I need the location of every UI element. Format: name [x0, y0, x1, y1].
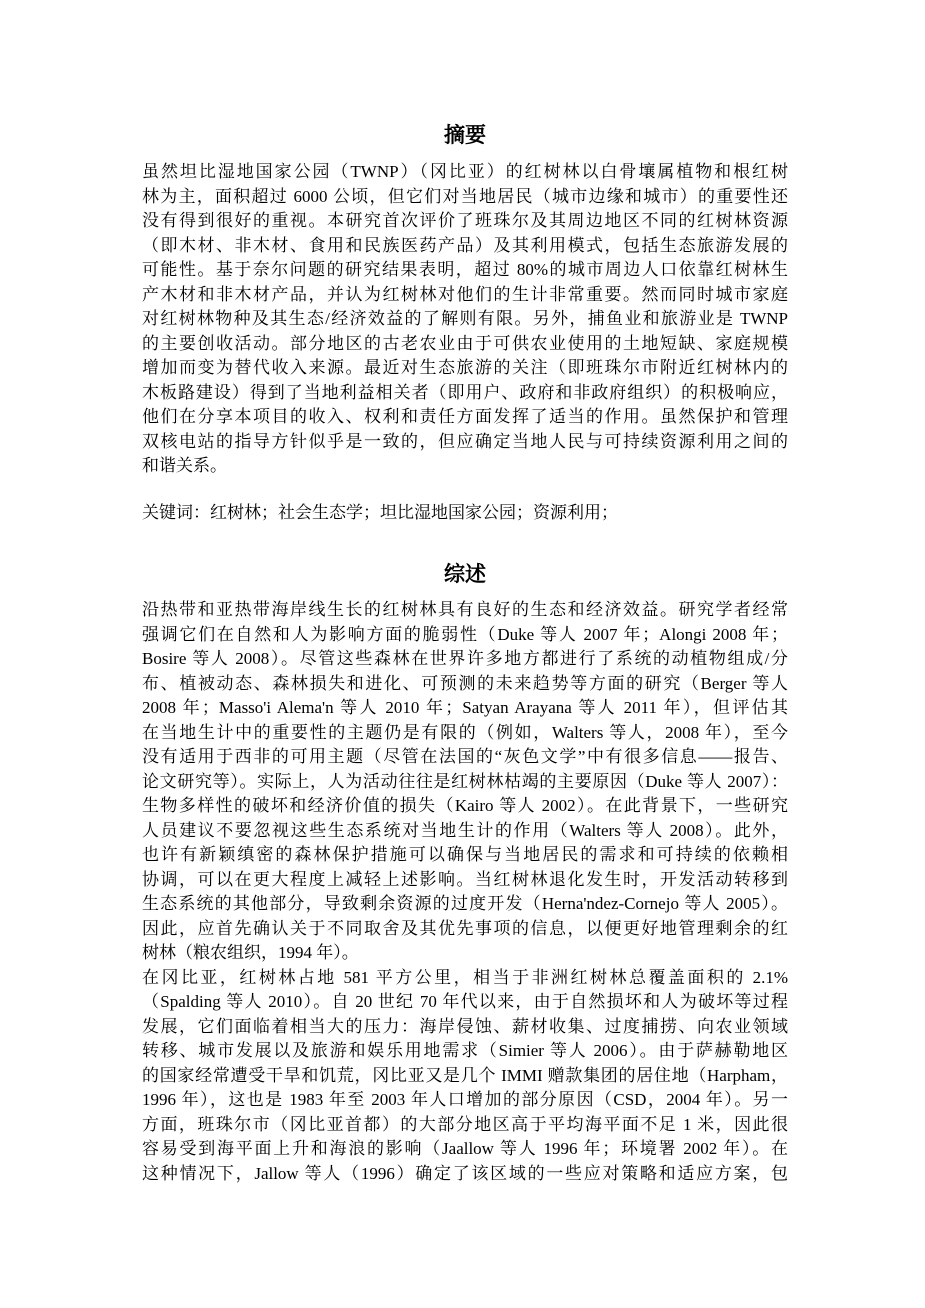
review-line: （Spalding 等人 2010）。自 20 世纪 70 年代以来，由于自然损坏和人为破坏等过程 [142, 992, 788, 1011]
review-line: 沿热带和亚热带海岸线生长的红树林具有良好的生态和经济效益。研究学者经常 [142, 600, 788, 619]
abstract-line: 可能性。基于奈尔问题的研究结果表明，超过 80%的城市周边人口依靠红树林生 [142, 260, 788, 279]
review-line: 方面，班珠尔市（冈比亚首都）的大部分地区高于平均海平面不足 1 米，因此很 [142, 1114, 788, 1134]
review-line: 在当地生计中的重要性的主题仍是有限的（例如，Walters 等人，2008 年），至今 [142, 722, 788, 742]
abstract-line: 虽然坦比湿地国家公园（TWNP）（冈比亚）的红树林以白骨壤属植物和根红树 [142, 162, 788, 181]
abstract-line: 和谐关系。 [142, 456, 227, 475]
review-body [142, 598, 788, 1186]
review-line: 树林（粮农组织，1994 年）。 [142, 943, 359, 962]
review-line: 也许有新颖缜密的森林保护措施可以确保与当地居民的需求和可持续的依赖相 [142, 845, 788, 864]
review-line: 2008 年；Masso'i Alema'n 等人 2010 年；Satyan Arayana 等人 2011 年），但评估其 [142, 698, 788, 717]
abstract-line: 他们在分享本项目的收入、权利和责任方面发挥了适当的作用。虽然保护和管理 [142, 407, 788, 426]
review-paragraph-1 [142, 598, 788, 966]
review-line: 在冈比亚，红树林占地 581 平方公里，相当于非洲红树林总覆盖面积的 2.1% [142, 967, 788, 987]
abstract-line: 产木材和非木材产品，并认为红树林对他们的生计非常重要。然而同时城市家庭 [142, 284, 788, 304]
review-paragraph-2 [142, 966, 788, 1187]
review-line: 发展，它们面临着相当大的压力：海岸侵蚀、薪材收集、过度捕捞、向农业领域 [142, 1016, 788, 1036]
review-line: 人员建议不要忽视这些生态系统对当地生计的作用（Walters 等人 2008）。此外， [142, 820, 788, 840]
abstract-line: 对红树林物种及其生态/经济效益的了解则有限。另外，捕鱼业和旅游业是 TWNP [142, 309, 788, 328]
abstract-line: 的主要创收活动。部分地区的古老农业由于可供农业使用的土地短缺、家庭规模 [142, 333, 788, 353]
review-heading: 综述 [444, 563, 486, 586]
abstract-line: 林为主，面积超过 6000 公顷，但它们对当地居民（城市边缘和城市）的重要性还 [142, 186, 788, 206]
review-line: 强调它们在自然和人为影响方面的脆弱性（Duke 等人 2007 年；Alongi 2008 年； [142, 624, 788, 644]
review-line: 论文研究等）。实际上，人为活动往往是红树林枯竭的主要原因（Duke 等人 2007）： [142, 771, 788, 791]
abstract-paragraph [142, 160, 788, 479]
review-line: 的国家经常遭受干旱和饥荒，冈比亚又是几个 IMMI 赠款集团的居住地（Harpham， [142, 1065, 788, 1085]
review-line: 1996 年），这也是 1983 年至 2003 年人口增加的部分原因（CSD，2004 年）。另一 [142, 1090, 788, 1109]
review-line: 布、植被动态、森林损失和进化、可预测的未来趋势等方面的研究（Berger 等人 [142, 673, 788, 693]
review-line: 没有适用于西非的可用主题（尽管在法国的“灰色文学”中有很多信息——报告、 [142, 747, 788, 766]
review-line: 这种情况下，Jallow 等人（1996）确定了该区域的一些应对策略和适应方案，包 [142, 1163, 788, 1183]
review-line: Bosire 等人 2008）。尽管这些森林在世界许多地方都进行了系统的动植物组成/分 [142, 649, 788, 668]
abstract-heading: 摘要 [444, 124, 486, 147]
review-line: 生物多样性的破坏和经济价值的损失（Kairo 等人 2002）。在此背景下，一些研究 [142, 796, 788, 815]
review-line: 生态系统的其他部分，导致剩余资源的过度开发（Herna'ndez-Cornejo 等人 2005）。 [142, 894, 788, 913]
abstract-line: （即木材、非木材、食用和民族医药产品）及其利用模式，包括生态旅游发展的 [142, 235, 788, 255]
keywords: 关键词：红树林；社会生态学；坦比湿地国家公园；资源利用； [142, 503, 618, 522]
abstract-line: 增加而变为替代收入来源。最近对生态旅游的关注（即班珠尔市附近红树林内的 [142, 358, 788, 377]
review-line: 因此，应首先确认关于不同取舍及其优先事项的信息，以便更好地管理剩余的红 [142, 918, 788, 938]
review-line: 容易受到海平面上升和海浪的影响（Jaallow 等人 1996 年；环境署 2002 年）。在 [142, 1139, 788, 1158]
review-line: 协调，可以在更大程度上减轻上述影响。当红树林退化发生时，开发活动转移到 [142, 869, 788, 889]
abstract-line: 木板路建设）得到了当地利益相关者（即用户、政府和非政府组织）的积极响应， [142, 382, 788, 402]
abstract-line: 没有得到很好的重视。本研究首次评价了班珠尔及其周边地区不同的红树林资源 [142, 211, 788, 230]
review-line: 转移、城市发展以及旅游和娱乐用地需求（Simier 等人 2006）。由于萨赫勒地区 [142, 1041, 788, 1060]
abstract-line: 双核电站的指导方针似乎是一致的，但应确定当地人民与可持续资源利用之间的 [142, 431, 788, 451]
